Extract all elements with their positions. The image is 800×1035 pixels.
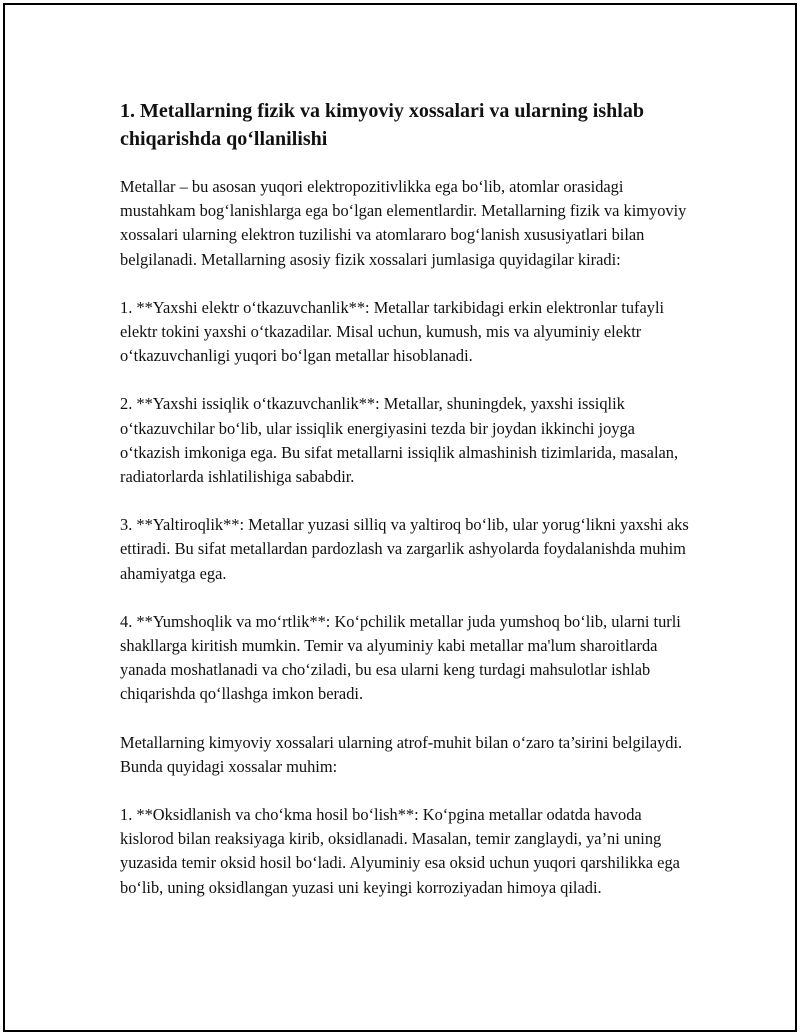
document-title: 1. Metallarning fizik va kimyoviy xossalari va ularning ishlab chiqarishda qo‘llanilishi (120, 100, 644, 150)
paragraph-softness-brittleness: 4. **Yumshoqlik va mo‘rtlik**: Ko‘pchilik metallar juda yumshoq bo‘lib, ularni turli shakllarga kiritish mumkin. Temir va alyuminiy kabi metallar ma'lum sharoitlarda yanada moshatlanadi va cho‘ziladi, bu esa ularni keng turdagi mahsulotlar ishlab chiqarishda qo‘llashga imkon beradi. (120, 611, 681, 704)
intro-paragraph: Metallar – bu asosan yuqori elektropozitivlikka ega bo‘lib, atomlar orasidagi mustahkam bog‘lanishlarga ega bo‘lgan elementlardir. Metallarning fizik va kimyoviy xossalari ularning elektron tuzilishi va atomlararo bog‘lanish xususiyatlari bilan belgilanadi. Metallarning asosiy fizik xossalari jumlasiga quyidagilar kiradi: (120, 177, 687, 269)
paragraph-thermal-conductivity: 2. **Yaxshi issiqlik o‘tkazuvchanlik**: Metallar, shuningdek, yaxshi issiqlik o‘tkazuvchilar bo‘lib, ular issiqlik energiyasini tezda bir joydan ikkinchi joyga o‘tkazish imkoniga ega. Bu sifat metallarni issiqlik almashinish tizimlarida, masalan, radiatorlarda ishlatilishiga sababdir. (120, 394, 679, 487)
paragraph-electrical-conductivity: 1. **Yaxshi elektr o‘tkazuvchanlik**: Metallar tarkibidagi erkin elektronlar tufayli elektr tokini yaxshi o‘tkazadilar. Misal uchun, kumush, mis va alyuminiy elektr o‘tkazuvchanligi yuqori bo‘lgan metallar hisoblanadi. (120, 297, 665, 366)
paragraph-chemical-properties-intro: Metallarning kimyoviy xossalari ularning atrof-muhit bilan o‘zaro ta’sirini belgilaydi. Bunda quyidagi xossalar muhim: (120, 732, 683, 776)
paragraph-luster: 3. **Yaltiroqlik**: Metallar yuzasi silliq va yaltiroq bo‘lib, ular yorug‘likni yaxshi aks ettiradi. Bu sifat metallardan pardozlash va zargarlik ashyolarda foydalanishda muhim ahamiyatga ega. (120, 515, 689, 583)
page-frame (3, 3, 797, 1032)
document-body (120, 97, 690, 924)
paragraph-oxidation: 1. **Oksidlanish va cho‘kma hosil bo‘lish**: Ko‘pgina metallar odatda havoda kislorod bilan reaksiyaga kirib, oksidlanadi. Masalan, temir zanglaydi, ya’ni uning yuzasida temir oksid hosil bo‘ladi. Alyuminiy esa oksid uchun yuqori qarshilikka ega bo‘lib, uning oksidlangan yuzasi uni keyingi korroziyadan himoya qiladi. (120, 805, 680, 897)
